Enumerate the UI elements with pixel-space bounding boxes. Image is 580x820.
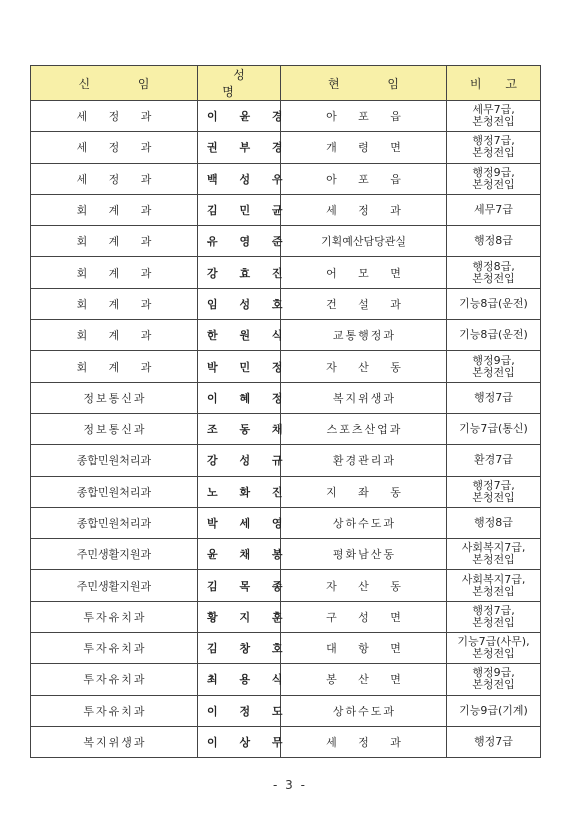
remarks-cell bbox=[447, 226, 541, 257]
new-department-cell: 회 계 과 bbox=[31, 226, 198, 257]
table-row bbox=[31, 132, 541, 163]
employee-name-cell: 이 혜 정 bbox=[198, 382, 281, 413]
remarks-line: 기능9급(기계) bbox=[459, 703, 528, 717]
employee-name-cell: 이 윤 경 bbox=[198, 101, 281, 132]
current-department-cell: 건 설 과 bbox=[281, 288, 447, 319]
current-department-cell: 교통행정과 bbox=[281, 320, 447, 351]
new-department-cell: 회 계 과 bbox=[31, 194, 198, 225]
employee-name-cell: 권 부 경 bbox=[198, 132, 281, 163]
remarks-line: 본청전입 bbox=[472, 177, 515, 191]
table-row bbox=[31, 476, 541, 507]
current-department-cell: 아 포 읍 bbox=[281, 101, 447, 132]
employee-name-cell: 조 동 채 bbox=[198, 413, 281, 444]
new-department-cell: 회 계 과 bbox=[31, 320, 198, 351]
remarks-line: 기능7급(사무), bbox=[457, 635, 530, 649]
employee-name-cell: 이 상 무 bbox=[198, 726, 281, 757]
remarks-line: 행정9급, bbox=[472, 666, 515, 680]
current-department-cell: 구 성 면 bbox=[281, 601, 447, 632]
table-row bbox=[31, 570, 541, 601]
remarks-line: 행정9급, bbox=[472, 165, 515, 179]
table-row bbox=[31, 507, 541, 538]
header-remarks: 비 고 bbox=[447, 66, 541, 101]
employee-name-cell: 이 정 도 bbox=[198, 695, 281, 726]
table-row bbox=[31, 633, 541, 664]
remarks-line: 환경7급 bbox=[474, 453, 513, 467]
table-row bbox=[31, 351, 541, 382]
remarks-line: 본청전입 bbox=[472, 490, 515, 504]
remarks-line: 행정7급 bbox=[474, 390, 513, 404]
table-header bbox=[31, 66, 541, 101]
remarks-line: 본청전입 bbox=[472, 615, 515, 629]
current-department-cell: 자 산 동 bbox=[281, 570, 447, 601]
header-current-post: 현 임 bbox=[281, 66, 447, 101]
table-row bbox=[31, 726, 541, 757]
new-department-cell: 세 정 과 bbox=[31, 163, 198, 194]
new-department-cell: 회 계 과 bbox=[31, 257, 198, 288]
remarks-cell bbox=[447, 570, 541, 601]
new-department-cell: 종합민원처리과 bbox=[31, 445, 198, 476]
table-row bbox=[31, 382, 541, 413]
header-new-post: 신 임 bbox=[31, 66, 198, 101]
remarks-line: 기능8급(운전) bbox=[459, 296, 528, 310]
remarks-cell bbox=[447, 132, 541, 163]
table-row bbox=[31, 445, 541, 476]
remarks-line: 본청전입 bbox=[472, 647, 515, 661]
personnel-table bbox=[30, 65, 541, 758]
new-department-cell: 정보통신과 bbox=[31, 413, 198, 444]
new-department-cell: 회 계 과 bbox=[31, 288, 198, 319]
current-department-cell: 대 항 면 bbox=[281, 633, 447, 664]
table-row bbox=[31, 226, 541, 257]
employee-name-cell: 박 민 정 bbox=[198, 351, 281, 382]
remarks-line: 행정7급, bbox=[472, 134, 515, 148]
current-department-cell: 아 포 읍 bbox=[281, 163, 447, 194]
current-department-cell: 상하수도과 bbox=[281, 695, 447, 726]
remarks-line: 행정7급, bbox=[472, 478, 515, 492]
remarks-line: 세무7급, bbox=[472, 103, 515, 117]
remarks-line: 본청전입 bbox=[472, 553, 515, 567]
new-department-cell: 세 정 과 bbox=[31, 132, 198, 163]
new-department-cell: 종합민원처리과 bbox=[31, 507, 198, 538]
remarks-cell bbox=[447, 601, 541, 632]
remarks-cell bbox=[447, 633, 541, 664]
remarks-cell bbox=[447, 351, 541, 382]
remarks-cell bbox=[447, 257, 541, 288]
table-row bbox=[31, 101, 541, 132]
employee-name-cell: 백 성 우 bbox=[198, 163, 281, 194]
new-department-cell: 주민생활지원과 bbox=[31, 539, 198, 570]
remarks-line: 본청전입 bbox=[472, 365, 515, 379]
employee-name-cell: 박 세 영 bbox=[198, 507, 281, 538]
table-body bbox=[31, 101, 541, 758]
remarks-line: 본청전입 bbox=[472, 678, 515, 692]
current-department-cell: 봉 산 면 bbox=[281, 664, 447, 695]
table-row bbox=[31, 257, 541, 288]
current-department-cell: 상하수도과 bbox=[281, 507, 447, 538]
remarks-cell bbox=[447, 163, 541, 194]
header-row bbox=[31, 66, 541, 101]
new-department-cell: 정보통신과 bbox=[31, 382, 198, 413]
employee-name-cell: 윤 채 봉 bbox=[198, 539, 281, 570]
current-department-cell: 지 좌 동 bbox=[281, 476, 447, 507]
remarks-cell bbox=[447, 539, 541, 570]
employee-name-cell: 한 원 식 bbox=[198, 320, 281, 351]
remarks-line: 사회복지7급, bbox=[461, 541, 526, 555]
current-department-cell: 복지위생과 bbox=[281, 382, 447, 413]
remarks-line: 행정8급, bbox=[472, 259, 515, 273]
remarks-line: 행정9급, bbox=[472, 353, 515, 367]
new-department-cell: 투자유치과 bbox=[31, 664, 198, 695]
remarks-cell bbox=[447, 320, 541, 351]
remarks-line: 본청전입 bbox=[472, 584, 515, 598]
remarks-cell bbox=[447, 413, 541, 444]
new-department-cell: 주민생활지원과 bbox=[31, 570, 198, 601]
remarks-line: 행정7급 bbox=[474, 735, 513, 749]
employee-name-cell: 임 성 호 bbox=[198, 288, 281, 319]
table-row bbox=[31, 664, 541, 695]
remarks-cell bbox=[447, 445, 541, 476]
remarks-line: 본청전입 bbox=[472, 146, 515, 160]
table-row bbox=[31, 194, 541, 225]
employee-name-cell: 김 목 종 bbox=[198, 570, 281, 601]
new-department-cell: 투자유치과 bbox=[31, 695, 198, 726]
table-row bbox=[31, 601, 541, 632]
remarks-line: 사회복지7급, bbox=[461, 572, 526, 586]
table-row bbox=[31, 288, 541, 319]
remarks-line: 행정8급 bbox=[474, 234, 513, 248]
current-department-cell: 세 정 과 bbox=[281, 726, 447, 757]
new-department-cell: 세 정 과 bbox=[31, 101, 198, 132]
remarks-line: 세무7급 bbox=[474, 203, 513, 217]
header-name: 성 명 bbox=[198, 66, 281, 101]
current-department-cell: 자 산 동 bbox=[281, 351, 447, 382]
employee-name-cell: 황 지 훈 bbox=[198, 601, 281, 632]
remarks-cell bbox=[447, 194, 541, 225]
employee-name-cell: 유 영 준 bbox=[198, 226, 281, 257]
employee-name-cell: 김 민 균 bbox=[198, 194, 281, 225]
remarks-line: 기능8급(운전) bbox=[459, 328, 528, 342]
employee-name-cell: 최 용 식 bbox=[198, 664, 281, 695]
new-department-cell: 복지위생과 bbox=[31, 726, 198, 757]
table-row bbox=[31, 320, 541, 351]
table-row bbox=[31, 539, 541, 570]
remarks-cell bbox=[447, 476, 541, 507]
remarks-line: 행정8급 bbox=[474, 516, 513, 529]
remarks-cell bbox=[447, 288, 541, 319]
current-department-cell: 환경관리과 bbox=[281, 445, 447, 476]
current-department-cell: 세 정 과 bbox=[281, 194, 447, 225]
employee-name-cell: 강 성 규 bbox=[198, 445, 281, 476]
remarks-cell bbox=[447, 382, 541, 413]
remarks-cell bbox=[447, 695, 541, 726]
employee-name-cell: 노 화 진 bbox=[198, 476, 281, 507]
remarks-line: 본청전입 bbox=[472, 115, 515, 129]
new-department-cell: 투자유치과 bbox=[31, 601, 198, 632]
remarks-cell bbox=[447, 101, 541, 132]
new-department-cell: 종합민원처리과 bbox=[31, 476, 198, 507]
employee-name-cell: 김 창 호 bbox=[198, 633, 281, 664]
table-row bbox=[31, 695, 541, 726]
employee-name-cell: 강 효 진 bbox=[198, 257, 281, 288]
current-department-cell: 스포츠산업과 bbox=[281, 413, 447, 444]
remarks-line: 기능7급(통신) bbox=[459, 422, 528, 436]
remarks-cell bbox=[447, 664, 541, 695]
remarks-line: 행정7급, bbox=[472, 603, 515, 617]
current-department-cell: 어 모 면 bbox=[281, 257, 447, 288]
new-department-cell: 회 계 과 bbox=[31, 351, 198, 382]
new-department-cell: 투자유치과 bbox=[31, 633, 198, 664]
remarks-line: 본청전입 bbox=[472, 271, 515, 285]
current-department-cell: 기획예산담당관실 bbox=[281, 226, 447, 257]
table-row bbox=[31, 163, 541, 194]
page-number: - 3 - bbox=[273, 778, 307, 792]
current-department-cell: 평화남산동 bbox=[281, 539, 447, 570]
table-row bbox=[31, 413, 541, 444]
remarks-cell bbox=[447, 507, 541, 538]
remarks-cell bbox=[447, 726, 541, 757]
current-department-cell: 개 령 면 bbox=[281, 132, 447, 163]
